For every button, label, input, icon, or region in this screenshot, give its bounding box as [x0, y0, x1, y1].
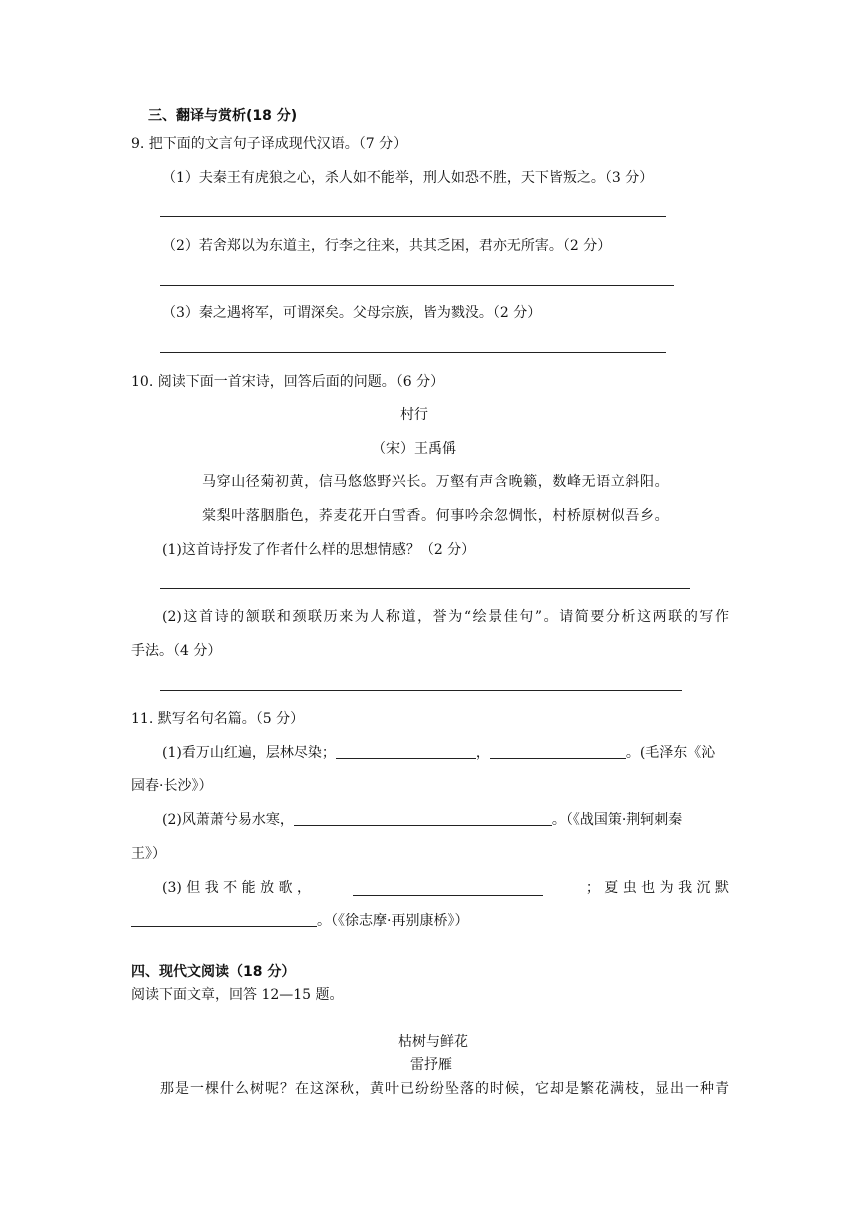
fill-blank[interactable]	[353, 881, 543, 896]
question-10-sub-2-cont: 手法。（4 分）	[131, 643, 222, 659]
fill-blank[interactable]	[131, 912, 317, 927]
question-10-stem: 10. 阅读下面一首宋诗，回答后面的问题。（6 分）	[131, 374, 445, 390]
answer-line	[160, 285, 674, 286]
item-3-source: 。（《徐志摩·再别康桥》）	[317, 913, 469, 929]
article-title: 枯树与鲜花	[398, 1034, 468, 1050]
question-9-item-1: （1）夫秦王有虎狼之心，杀人如不能举，刑人如恐不胜，天下皆叛之。（3 分）	[162, 170, 654, 186]
answer-line	[160, 216, 666, 217]
section-3-title: 三、翻译与赏析(18 分)	[148, 108, 298, 124]
question-11-item-1-cont: 园春·长沙》）	[131, 778, 213, 794]
question-11-item-2-cont: 王》）	[131, 846, 166, 862]
question-10-sub-2: (2)这首诗的颔联和颈联历来为人称道，誉为“绘景佳句”。请简要分析这两联的写作	[162, 609, 729, 625]
question-9-item-2: （2）若舍郑以为东道主，行李之往来，共其乏困，君亦无所害。（2 分）	[162, 238, 612, 254]
item-3-mid: ； 夏 虫 也 为 我 沉 默	[585, 880, 729, 896]
item-1-sep: ，	[475, 745, 490, 761]
section-4-title: 四、现代文阅读（18 分）	[131, 964, 296, 980]
answer-line	[160, 588, 690, 589]
item-1-source: 。(毛泽东《沁	[625, 745, 716, 761]
question-11-stem: 11. 默写名句名篇。（5 分）	[131, 711, 305, 727]
article-author: 雷抒雁	[410, 1057, 452, 1073]
article-first-line: 那是一棵什么树呢？在这深秋，黄叶已纷纷坠落的时候，它却是繁花满枝，显出一种青	[160, 1081, 729, 1097]
question-11-item-2	[162, 810, 682, 830]
fill-blank[interactable]	[336, 744, 476, 759]
poem-author: （宋）王禹偁	[372, 441, 456, 457]
poem-title: 村行	[400, 407, 428, 423]
answer-line	[160, 352, 666, 353]
question-10-sub-1: (1)这首诗抒发了作者什么样的思想情感？（2 分）	[162, 542, 476, 558]
question-9-stem: 9. 把下面的文言句子译成现代汉语。（7 分）	[131, 136, 408, 152]
item-2-source: 。（《战国策·荆轲刺秦	[551, 812, 683, 828]
poem-line-1: 马穿山径菊初黄，信马悠悠野兴长。万壑有声含晚籁，数峰无语立斜阳。	[202, 474, 670, 490]
poem-line-2: 棠梨叶落胭脂色，荞麦花开白雪香。何事吟余忽惆怅，村桥原树似吾乡。	[202, 508, 670, 524]
question-9-item-3: （3）秦之遇将军，可谓深矣。父母宗族，皆为戮没。（2 分）	[162, 305, 542, 321]
question-11-item-1	[162, 743, 715, 763]
item-1-text: (1)看万山红遍，层林尽染；	[162, 745, 336, 761]
question-11-item-3	[162, 878, 729, 898]
item-3-text: (3) 但 我 不 能 放 歌 ，	[162, 880, 311, 896]
fill-blank[interactable]	[490, 744, 626, 759]
question-11-item-3-cont	[131, 911, 468, 931]
answer-line	[160, 690, 682, 691]
section-4-intro: 阅读下面文章，回答 12—15 题。	[131, 987, 344, 1003]
item-2-text: (2)风萧萧兮易水寒，	[162, 812, 294, 828]
fill-blank[interactable]	[294, 811, 552, 826]
